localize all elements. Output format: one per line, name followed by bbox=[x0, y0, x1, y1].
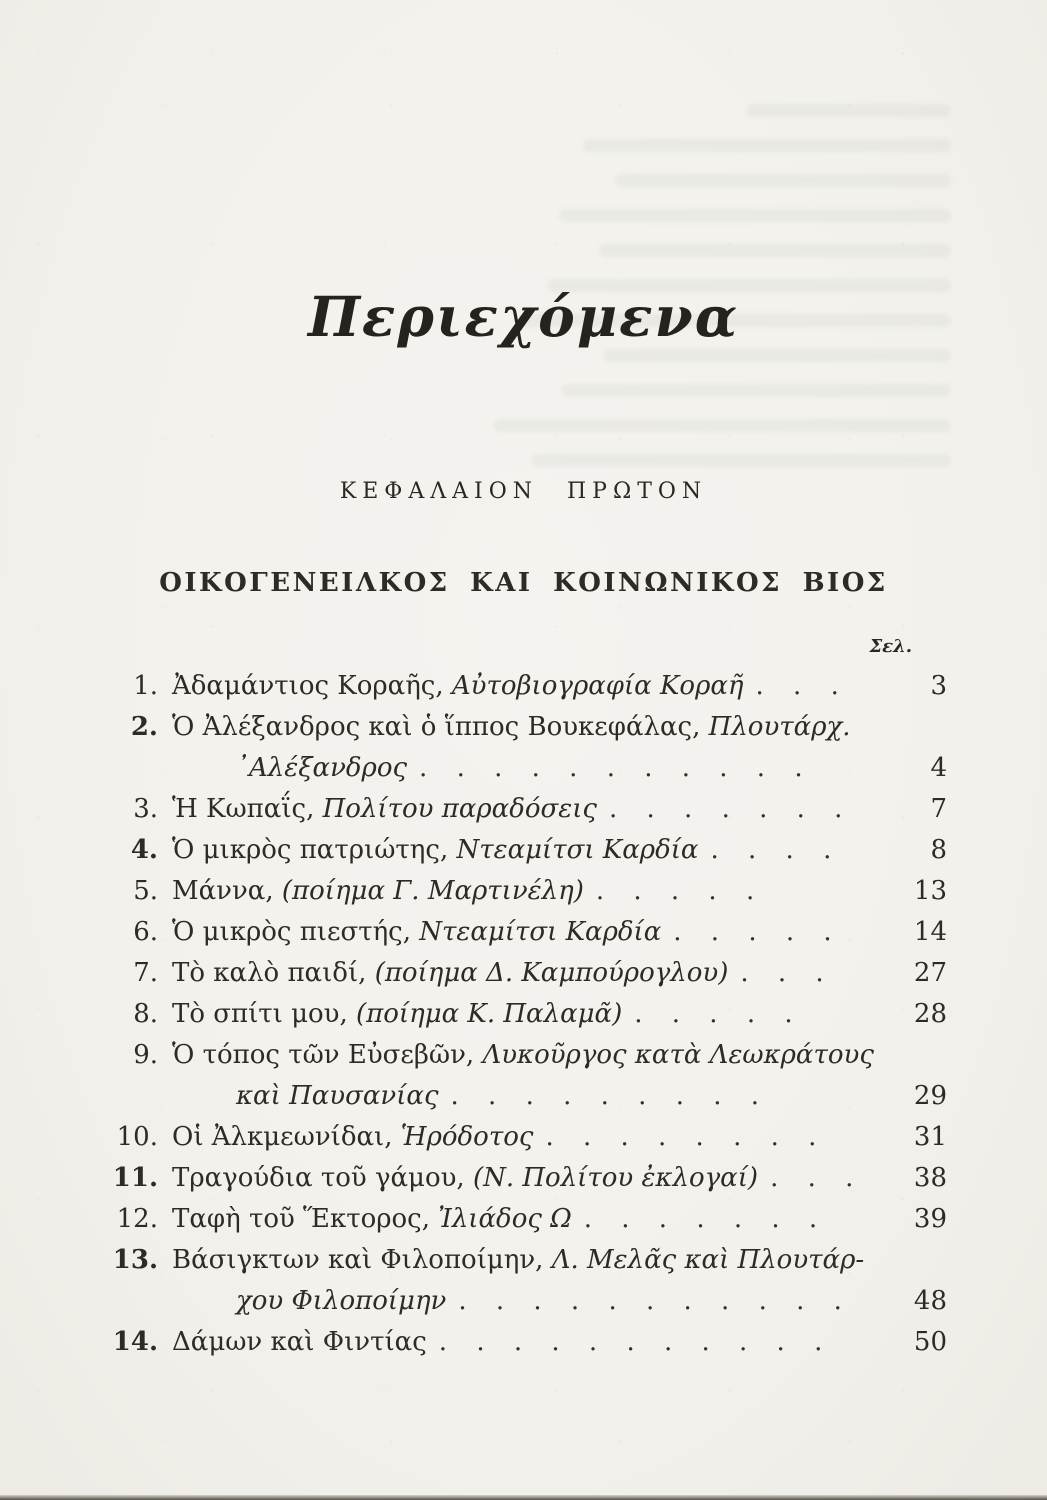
toc-entry bbox=[108, 1322, 947, 1363]
toc-entry-number: 13. bbox=[112, 1245, 158, 1275]
show-through-line bbox=[746, 104, 951, 117]
toc-entry-title: Οἱ Ἀλκμεωνίδαι, Ἡρόδοτος bbox=[172, 1122, 534, 1152]
show-through-line bbox=[493, 419, 951, 432]
toc-entry bbox=[108, 1240, 947, 1281]
show-through-line bbox=[599, 244, 951, 257]
toc-entry-number: 4. bbox=[130, 835, 158, 865]
toc-entry-title: καὶ Παυσανίας bbox=[236, 1081, 439, 1111]
toc-entry bbox=[108, 953, 947, 994]
toc-entry-page-number: 7 bbox=[930, 794, 947, 824]
toc-entry-page-number: 27 bbox=[913, 958, 947, 988]
toc-entry-title: Ἀδαμάντιος Κοραῆς, Αὐτοβιογραφία Κοραῆ bbox=[172, 671, 744, 701]
toc-entry-page-number: 31 bbox=[913, 1122, 947, 1152]
section-heading: ΟΙΚΟΓΕΝΕΙΛΚΟΣ ΚΑΙ ΚΟΙΝΩΝΙΚΟΣ ΒΙΟΣ bbox=[159, 568, 888, 598]
toc-entry-page-number: 38 bbox=[913, 1163, 947, 1193]
dot-leader: . . . bbox=[740, 958, 825, 988]
toc-entry-continuation bbox=[108, 1076, 947, 1117]
toc-entry-title: Ὁ μικρὸς πιεστής, Ντεαμίτσι Καρδία bbox=[172, 917, 662, 947]
dot-leader: . . . . bbox=[710, 835, 833, 865]
dot-leader: . . . . . . . bbox=[608, 794, 844, 824]
dot-leader: . . . bbox=[755, 671, 840, 701]
toc-entry-title: Δάμων καὶ Φιντίας bbox=[172, 1327, 427, 1357]
show-through-line bbox=[615, 174, 951, 187]
toc-entry-title: χου Φιλοποίμην bbox=[236, 1286, 447, 1316]
toc-entry-number: 9. bbox=[133, 1040, 158, 1070]
toc-entry-number: 7. bbox=[133, 958, 158, 988]
dot-leader: . . . . . . . . . . . bbox=[438, 1327, 824, 1357]
toc-entry-page-number: 3 bbox=[930, 671, 947, 701]
toc-entry-number: 1. bbox=[133, 671, 158, 701]
toc-entry-title: Ὁ Ἀλέξανδρος καὶ ὁ ἵππος Βουκεφάλας, Πλουτάρχ. bbox=[172, 712, 851, 742]
dot-leader: . . . . . . . . . bbox=[450, 1081, 761, 1111]
toc-entry bbox=[108, 707, 947, 748]
page-bottom-edge bbox=[0, 1495, 1047, 1500]
toc-entry-page-number: 48 bbox=[913, 1286, 947, 1316]
toc-entry-continuation bbox=[108, 1281, 947, 1322]
toc-entry bbox=[108, 871, 947, 912]
dot-leader: . . . . . . . . . . . bbox=[419, 753, 804, 783]
toc-entry bbox=[108, 1158, 947, 1199]
toc-entry bbox=[108, 830, 947, 871]
toc-entry-title: Τὸ καλὸ παιδί, (ποίημα Δ. Καμπούρογλου) bbox=[172, 958, 729, 988]
toc-entry-number: 3. bbox=[133, 794, 158, 824]
toc-entry bbox=[108, 666, 947, 707]
show-through-line bbox=[559, 209, 951, 222]
toc-entry-title: Ὁ μικρὸς πατριώτης, Ντεαμίτσι Καρδία bbox=[172, 835, 699, 865]
toc-entry-title: ᾽Αλέξανδρος bbox=[236, 753, 408, 783]
toc-entry bbox=[108, 789, 947, 830]
toc-entry bbox=[108, 994, 947, 1035]
toc-entry-continuation bbox=[108, 748, 947, 789]
toc-entry-number: 12. bbox=[116, 1204, 158, 1234]
show-through-line bbox=[561, 384, 951, 397]
show-through-line bbox=[531, 454, 951, 467]
toc-entry-title: Τὸ σπίτι μου, (ποίημα Κ. Παλαμᾶ) bbox=[172, 999, 623, 1029]
toc-entry-page-number: 13 bbox=[913, 876, 947, 906]
toc-entry-title: Ἡ Κωπαΐς, Πολίτου παραδόσεις bbox=[172, 794, 597, 824]
toc-entry-page-number: 8 bbox=[930, 835, 947, 865]
show-through-line bbox=[603, 349, 951, 362]
table-of-contents bbox=[108, 666, 947, 1363]
toc-entry-title: Τραγούδια τοῦ γάμου, (Ν. Πολίτου ἐκλογαί) bbox=[172, 1163, 759, 1193]
dot-leader: . . . . . . . . bbox=[545, 1122, 818, 1152]
dot-leader: . . . . . . . . . . . bbox=[458, 1286, 843, 1316]
toc-entry-number: 2. bbox=[130, 712, 158, 742]
toc-entry-number: 11. bbox=[112, 1163, 158, 1193]
toc-entry-page-number: 50 bbox=[913, 1327, 947, 1357]
toc-entry-title: Μάννα, (ποίημα Γ. Μαρτινέλη) bbox=[172, 876, 584, 906]
toc-entry-number: 5. bbox=[133, 876, 158, 906]
dot-leader: . . . . . bbox=[634, 999, 794, 1029]
toc-entry bbox=[108, 1199, 947, 1240]
toc-entry-number: 14. bbox=[112, 1327, 158, 1357]
toc-entry-number: 8. bbox=[133, 999, 158, 1029]
toc-entry-number: 10. bbox=[116, 1122, 158, 1152]
page-column-label: Σελ. bbox=[869, 636, 912, 657]
dot-leader: . . . bbox=[770, 1163, 855, 1193]
toc-entry-page-number: 28 bbox=[913, 999, 947, 1029]
toc-entry bbox=[108, 1117, 947, 1158]
dot-leader: . . . . . bbox=[673, 917, 833, 947]
toc-entry bbox=[108, 912, 947, 953]
toc-entry-title: Ταφὴ τοῦ Ἕκτορος, Ἰλιάδος Ω bbox=[172, 1204, 572, 1234]
chapter-heading: ΚΕΦΑΛΑΙΟΝ ΠΡΩΤΟΝ bbox=[339, 479, 708, 504]
toc-entry bbox=[108, 1035, 947, 1076]
dot-leader: . . . . . bbox=[595, 876, 756, 906]
page-title: Περιεχόμενα bbox=[307, 284, 740, 349]
toc-entry-page-number: 14 bbox=[913, 917, 947, 947]
toc-entry-page-number: 4 bbox=[930, 753, 947, 783]
toc-entry-number: 6. bbox=[133, 917, 158, 947]
toc-entry-page-number: 39 bbox=[913, 1204, 947, 1234]
toc-entry-title: Ὁ τόπος τῶν Εὐσεβῶν, Λυκοῦργος κατὰ Λεωκράτους bbox=[172, 1040, 874, 1070]
toc-entry-title: Βάσιγκτων καὶ Φιλοποίμην, Λ. Μελᾶς καὶ Πλουτάρ- bbox=[172, 1245, 865, 1275]
toc-entry-page-number: 29 bbox=[913, 1081, 947, 1111]
show-through-line bbox=[583, 139, 951, 152]
dot-leader: . . . . . . . bbox=[583, 1204, 819, 1234]
